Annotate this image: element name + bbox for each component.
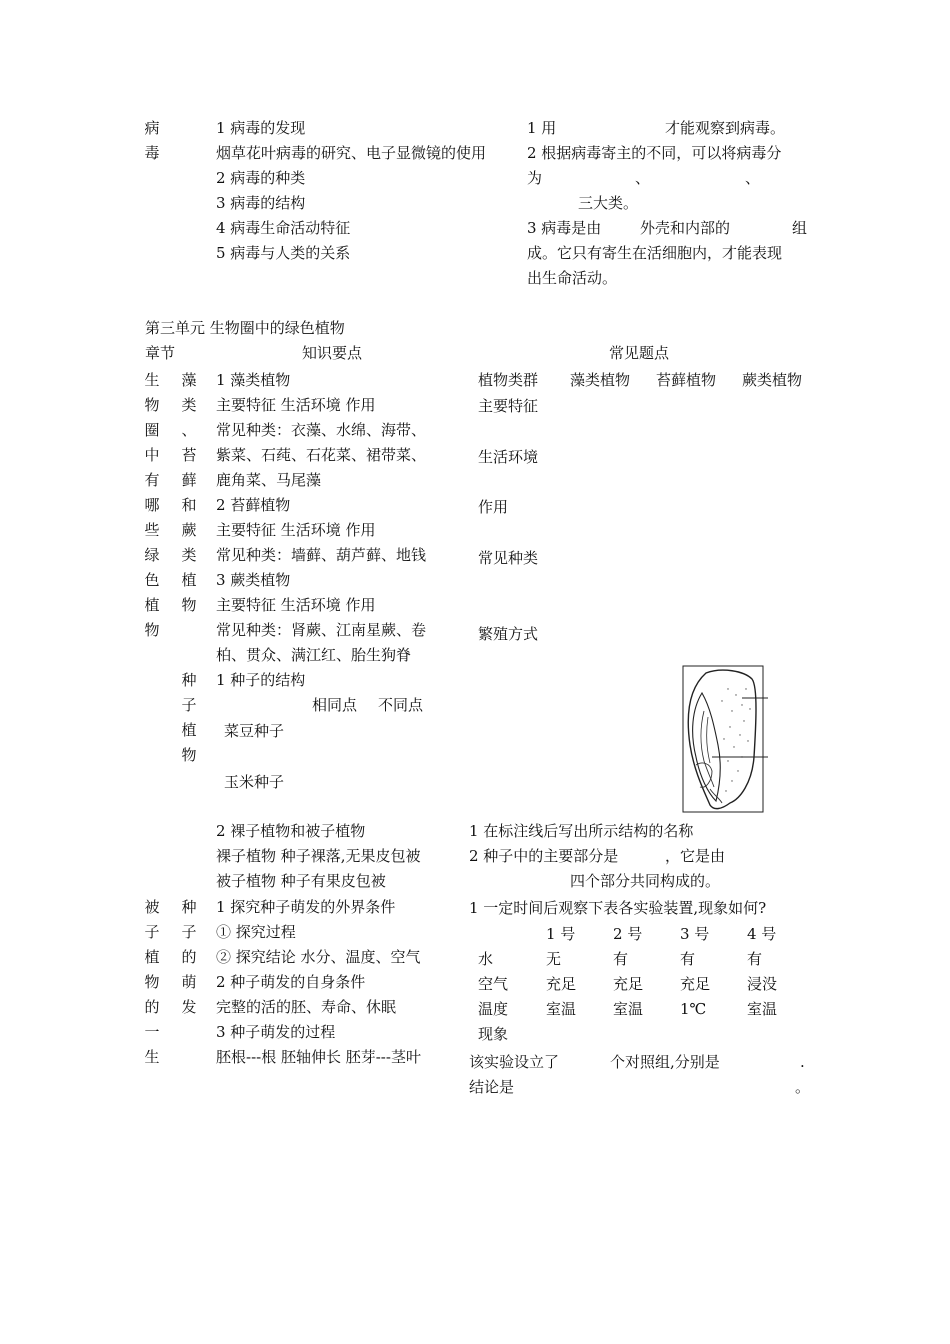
knowledge-line: 2 病毒的种类 — [216, 169, 306, 187]
char: 生 — [144, 371, 160, 389]
char: 些 — [144, 521, 160, 539]
char: 物 — [144, 621, 160, 639]
char: 物 — [144, 973, 160, 991]
knowledge-line: 2 种子萌发的自身条件 — [216, 973, 366, 991]
char: 的 — [181, 948, 197, 966]
table-cell: 温度 — [478, 1000, 509, 1018]
char: 和 — [181, 496, 197, 514]
char: 植 — [144, 948, 160, 966]
char: 物 — [181, 596, 197, 614]
table-cell: 有 — [747, 950, 763, 968]
char: 、 — [181, 421, 197, 439]
seed-q2-suffix: ，它是由 — [665, 847, 726, 865]
char: 发 — [181, 998, 197, 1016]
char: 物 — [181, 746, 197, 764]
char: 蕨 — [181, 521, 197, 539]
table-row — [478, 1022, 807, 1047]
char: 子 — [181, 696, 197, 714]
virus-q1-prefix: 1 用 — [527, 119, 557, 137]
seed-q2-prefix: 2 种子中的主要部分是 — [469, 847, 619, 865]
seed-outline — [688, 670, 756, 809]
knowledge-line: 常见种类：墙藓、葫芦藓、地钱 — [216, 546, 427, 564]
seed-diff-point: 不同点 — [378, 696, 424, 714]
char: 的 — [144, 998, 160, 1016]
knowledge-line: 常见种类：衣藻、水绵、海带、 — [216, 421, 427, 439]
table-cell: 空气 — [478, 975, 509, 993]
char: 中 — [144, 446, 160, 464]
plant-table-header-0: 植物类群 — [478, 371, 539, 389]
conclusion-end: 。 — [795, 1078, 811, 1096]
char: 种 — [181, 671, 197, 689]
char: 毒 — [144, 144, 160, 162]
seed-structure-title: 1 种子的结构 — [216, 671, 306, 689]
table-cell: 现象 — [478, 1025, 509, 1043]
knowledge-line: 胚根---根 胚轴伸长 胚芽---茎叶 — [216, 1048, 421, 1066]
virus-q3-mid: 外壳和内部的 — [640, 219, 731, 237]
embryo-outline — [693, 693, 721, 801]
table-cell — [680, 1022, 747, 1047]
char: 生 — [144, 1048, 160, 1066]
virus-q2-line1: 2 根据病毒寄主的不同，可以将病毒分 — [527, 144, 782, 162]
header-knowledge: 知识要点 — [302, 344, 363, 362]
endosperm-stipple — [721, 688, 750, 791]
char: 类 — [181, 396, 197, 414]
char: 有 — [144, 471, 160, 489]
knowledge-line: 完整的活的胚、寿命、休眠 — [216, 998, 397, 1016]
table-cell: 水 — [478, 950, 494, 968]
table-row — [478, 972, 807, 997]
virus-q3-line2: 成。它只有寄生在活细胞内，才能表现 — [527, 244, 783, 262]
knowledge-line: 鹿角菜、马尾藻 — [216, 471, 322, 489]
char: 种 — [181, 898, 197, 916]
setup-mid: 个对照组,分别是 — [610, 1053, 720, 1071]
plant-table-header-1: 藻类植物 — [570, 371, 631, 389]
knowledge-line: ② 探究结论 水分、温度、空气 — [216, 948, 421, 966]
seed-q1: 1 在标注线后写出所示结构的名称 — [469, 822, 694, 840]
knowledge-line: 1 病毒的发现 — [216, 119, 306, 137]
table-cell: 有 — [613, 950, 629, 968]
knowledge-line: 3 种子萌发的过程 — [216, 1023, 336, 1041]
char: 病 — [144, 119, 160, 137]
knowledge-line: 2 苔藓植物 — [216, 496, 291, 514]
virus-q2-line3: 三大类。 — [578, 194, 639, 212]
seed-q2-line2: 四个部分共同构成的。 — [570, 872, 721, 890]
char: 绿 — [144, 546, 160, 564]
table-cell: 1 号 — [546, 925, 576, 943]
table-cell — [747, 1022, 807, 1047]
virus-q2-line2: 为 — [527, 169, 543, 187]
table-cell: 室温 — [747, 1000, 778, 1018]
char: 物 — [144, 396, 160, 414]
table-cell — [546, 1022, 613, 1047]
seed-plant-types — [216, 819, 421, 894]
char: 类 — [181, 546, 197, 564]
knowledge-line: 5 病毒与人类的关系 — [216, 244, 351, 262]
table-cell: 室温 — [613, 1000, 644, 1018]
setup-end: . — [800, 1053, 805, 1071]
plant-table-row-label: 常见种类 — [478, 549, 539, 567]
table-cell: 1℃ — [680, 1000, 707, 1018]
char: 被 — [144, 898, 160, 916]
virus-q3-line3: 出生命活动。 — [527, 269, 618, 287]
knowledge-line: ① 探究过程 — [216, 923, 296, 941]
corn-seed-diagram — [682, 665, 768, 815]
virus-label — [142, 116, 162, 166]
table-cell: 有 — [680, 950, 696, 968]
green-section-label — [179, 368, 199, 618]
seed-same-point: 相同点 — [312, 696, 358, 714]
table-row — [478, 947, 807, 972]
germ-q1: 1 一定时间后观察下表各实验装置,现象如何? — [469, 899, 767, 917]
green-chapter-label — [142, 368, 162, 643]
knowledge-line: 主要特征 生活环境 作用 — [216, 521, 376, 539]
char: 植 — [181, 721, 197, 739]
char: 苔 — [181, 446, 197, 464]
plant-table-row-label: 作用 — [478, 498, 509, 516]
germ-section-label — [179, 895, 199, 1020]
experiment-table — [478, 922, 807, 1047]
table-cell — [613, 1022, 680, 1047]
table-cell: 充足 — [680, 975, 711, 993]
virus-q2-sep2: 、 — [745, 169, 761, 187]
knowledge-line: 3 病毒的结构 — [216, 194, 306, 212]
table-cell: 充足 — [613, 975, 644, 993]
table-cell: 浸没 — [747, 975, 778, 993]
seed-section-label — [179, 668, 199, 768]
virus-q1-suffix: 才能观察到病毒。 — [665, 119, 786, 137]
header-questions: 常见题点 — [609, 344, 670, 362]
knowledge-line: 2 裸子植物和被子植物 — [216, 822, 366, 840]
header-chapter: 章节 — [145, 344, 176, 362]
unit-title: 第三单元 生物圈中的绿色植物 — [145, 319, 345, 337]
table-cell: 充足 — [546, 975, 577, 993]
table-cell: 2 号 — [613, 925, 643, 943]
char: 圈 — [144, 421, 160, 439]
embryo-inner — [707, 717, 710, 763]
char: 藓 — [181, 471, 197, 489]
knowledge-line: 主要特征 生活环境 作用 — [216, 596, 376, 614]
table-row — [478, 922, 807, 947]
virus-q3-prefix: 3 病毒是由 — [527, 219, 602, 237]
knowledge-line: 烟草花叶病毒的研究、电子显微镜的使用 — [216, 144, 487, 162]
knowledge-line: 4 病毒生命活动特征 — [216, 219, 351, 237]
virus-knowledge — [216, 116, 486, 266]
plant-table-row-label: 生活环境 — [478, 448, 539, 466]
plant-table-row-label: 繁殖方式 — [478, 625, 539, 643]
char: 植 — [144, 596, 160, 614]
setup-prefix: 该实验设立了 — [469, 1053, 560, 1071]
table-cell: 3 号 — [680, 925, 710, 943]
table-row — [478, 997, 807, 1022]
plant-table-row-label: 主要特征 — [478, 397, 539, 415]
char: 哪 — [144, 496, 160, 514]
table-cell: 室温 — [546, 1000, 577, 1018]
knowledge-line: 3 蕨类植物 — [216, 571, 291, 589]
char: 一 — [144, 1023, 160, 1041]
char: 萌 — [181, 973, 197, 991]
knowledge-line: 裸子植物 种子裸落,无果皮包被 — [216, 847, 421, 865]
table-cell: 无 — [546, 950, 562, 968]
knowledge-line: 主要特征 生活环境 作用 — [216, 396, 376, 414]
char: 植 — [181, 571, 197, 589]
plant-table-header-2: 苔藓植物 — [656, 371, 717, 389]
knowledge-line: 1 探究种子萌发的外界条件 — [216, 898, 396, 916]
conclusion-prefix: 结论是 — [469, 1078, 515, 1096]
knowledge-line: 柏、贯众、满江红、胎生狗脊 — [216, 646, 412, 664]
knowledge-line: 被子植物 种子有果皮包被 — [216, 872, 386, 890]
virus-q2-sep1: 、 — [635, 169, 651, 187]
char: 子 — [181, 923, 197, 941]
char: 色 — [144, 571, 160, 589]
corn-seed-label: 玉米种子 — [224, 773, 285, 791]
plant-table-header-3: 蕨类植物 — [742, 371, 803, 389]
knowledge-line: 常见种类：肾蕨、江南星蕨、卷 — [216, 621, 427, 639]
virus-q3-zu: 组 — [792, 219, 808, 237]
table-cell — [478, 922, 546, 947]
knowledge-line: 1 藻类植物 — [216, 371, 291, 389]
germ-chapter-label — [142, 895, 162, 1070]
char: 藻 — [181, 371, 197, 389]
germ-knowledge — [216, 895, 421, 1070]
green-knowledge — [216, 368, 426, 668]
char: 子 — [144, 923, 160, 941]
knowledge-line: 紫菜、石莼、石花菜、裙带菜、 — [216, 446, 427, 464]
table-cell: 4 号 — [747, 925, 777, 943]
bean-seed-label: 菜豆种子 — [224, 722, 285, 740]
